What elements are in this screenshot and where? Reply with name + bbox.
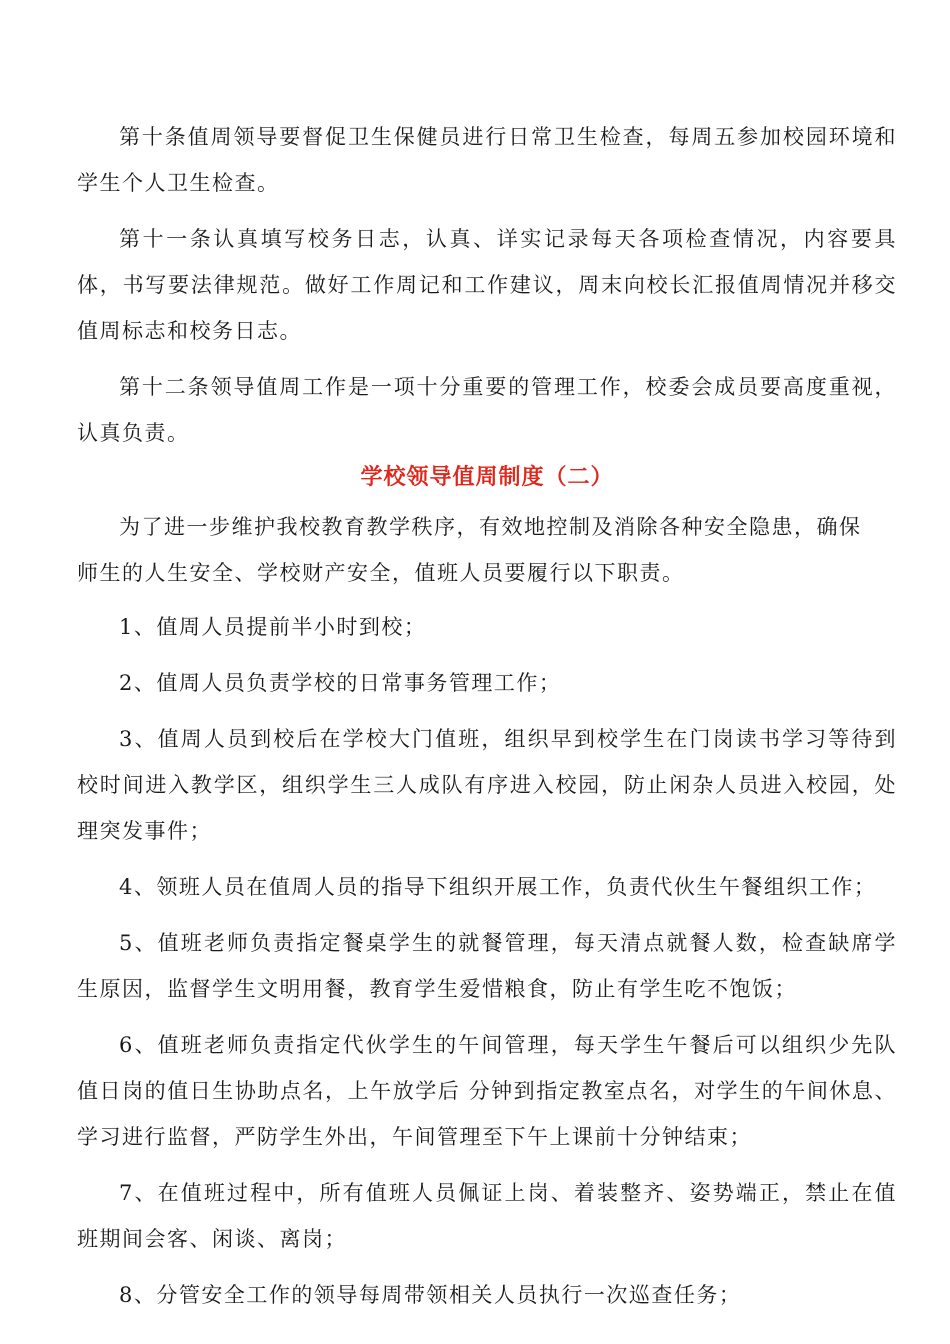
duty-item-5: 5、值班老师负责指定餐桌学生的就餐管理，每天清点就餐人数，检查缺席学生原因，监督学生文明用餐，教育学生爱惜粮食，防止有学生吃不饱饭； bbox=[77, 931, 897, 1001]
duty-item-2: 2、值周人员负责学校的日常事务管理工作； bbox=[119, 671, 562, 695]
duty-item-6: 6、值班老师负责指定代伙学生的午间管理，每天学生午餐后可以组织少先队值日岗的值日生协助点名，上午放学后 分钟到指定教室点名，对学生的午间休息、学习进行监督，严防学生外出，午间管理至下午上课前十分钟结束； bbox=[77, 1033, 897, 1149]
article-10-paragraph: 第十条值周领导要督促卫生保健员进行日常卫生检查，每周五参加校园环境和学生个人卫生检查。 bbox=[77, 125, 897, 195]
duty-item-7: 7、在值班过程中，所有值班人员佩证上岗、着装整齐、姿势端正，禁止在值班期间会客、闲谈、离岗； bbox=[77, 1181, 897, 1251]
duty-item-4: 4、领班人员在值周人员的指导下组织开展工作，负责代伙生午餐组织工作； bbox=[119, 875, 877, 899]
section-title: 学校领导值周制度（二） bbox=[360, 464, 614, 490]
article-11-paragraph: 第十一条认真填写校务日志，认真、详实记录每天各项检查情况，内容要具体，书写要法律规范。做好工作周记和工作建议，周末向校长汇报值周情况并移交值周标志和校务日志。 bbox=[77, 227, 897, 343]
intro-line-2: 师生的人生安全、学校财产安全，值班人员要履行以下职责。 bbox=[77, 561, 685, 585]
duty-item-1: 1、值周人员提前半小时到校； bbox=[119, 615, 427, 639]
intro-line-1: 为了进一步维护我校教育教学秩序，有效地控制及消除各种安全隐患，确保 bbox=[119, 515, 862, 539]
intro-paragraph bbox=[77, 504, 897, 596]
duty-item-3: 3、值周人员到校后在学校大门值班，组织早到校学生在门岗读书学习等待到校时间进入教学区，组织学生三人成队有序进入校园，防止闲杂人员进入校园，处理突发事件； bbox=[77, 727, 897, 843]
duty-item-8: 8、分管安全工作的领导每周带领相关人员执行一次巡查任务； bbox=[119, 1283, 742, 1307]
article-12-paragraph: 第十二条领导值周工作是一项十分重要的管理工作，校委会成员要高度重视，认真负责。 bbox=[77, 375, 897, 445]
document-body bbox=[77, 114, 897, 1328]
